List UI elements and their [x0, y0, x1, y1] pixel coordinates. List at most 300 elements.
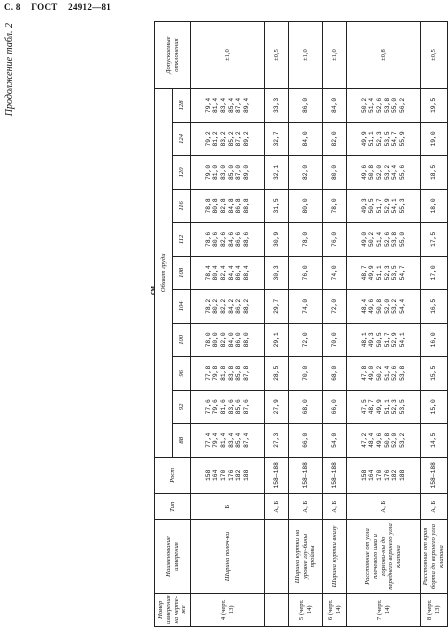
- tolerance-cell: ±0,5: [265, 22, 289, 89]
- size-value: 51,1: [368, 131, 376, 147]
- col-header-tolerance: Допускаемые отклонения: [155, 22, 191, 89]
- col-header-name: Наименование измерения: [155, 520, 191, 593]
- size-value: 80,2: [212, 298, 220, 314]
- size-value: 81,6: [219, 399, 227, 415]
- size-value: 51,7: [383, 332, 391, 348]
- size-value: 55,0: [398, 231, 406, 247]
- col-header-type: Тип: [155, 494, 191, 520]
- size-value: 51,4: [383, 365, 391, 381]
- measurement-number: 7 (черт. 14): [347, 593, 421, 626]
- chest-size-header: 128: [173, 89, 191, 123]
- height-value: 164: [368, 469, 376, 481]
- size-value: 31,5: [272, 198, 280, 214]
- size-value: 86,0: [235, 332, 243, 348]
- size-value: 79,4: [204, 97, 212, 113]
- value-cell: [191, 323, 265, 356]
- size-value: 84,0: [330, 97, 338, 113]
- height-value: 158—188: [430, 462, 438, 489]
- size-value: 72,0: [301, 332, 309, 348]
- height-value: 170: [219, 469, 227, 481]
- value-cell: [191, 189, 265, 222]
- measurement-name: Ширина куртки на уровне глу-бины проймы: [289, 520, 323, 593]
- value-cell: [191, 357, 265, 390]
- size-value: 86,6: [235, 231, 243, 247]
- measurement-number: 5 (черт. 14): [289, 593, 323, 626]
- size-value: 86,8: [235, 198, 243, 214]
- size-value: 87,4: [235, 97, 243, 113]
- size-value: 78,0: [301, 231, 309, 247]
- standard-number: 24912—81: [68, 2, 112, 12]
- tolerance-cell: ±1,0: [323, 22, 347, 89]
- height-value: 158—188: [330, 462, 338, 489]
- height-cell: [323, 457, 347, 494]
- height-cell: [265, 457, 289, 494]
- size-value: 85,2: [227, 131, 235, 147]
- size-value: 88,8: [242, 198, 250, 214]
- size-value: 86,0: [301, 97, 309, 113]
- value-cell: [265, 357, 289, 390]
- size-value: 80,6: [212, 231, 220, 247]
- value-cell: [347, 256, 421, 289]
- value-cell: [421, 89, 448, 123]
- tolerance-cell: ±0,5: [421, 22, 448, 89]
- table-row: [191, 22, 265, 627]
- value-cell: [323, 323, 347, 356]
- size-value: 81,4: [219, 432, 227, 448]
- size-value: 72,0: [330, 298, 338, 314]
- table-row: [347, 22, 421, 627]
- size-value: 53,2: [398, 432, 406, 448]
- chest-size-header: 88: [173, 424, 191, 457]
- size-value: 49,9: [368, 265, 376, 281]
- size-value: 79,8: [212, 365, 220, 381]
- height-value: 188: [242, 469, 250, 481]
- size-value: 51,4: [375, 231, 383, 247]
- size-value: 47,8: [360, 365, 368, 381]
- value-cell: [421, 156, 448, 189]
- size-value: 53,2: [383, 164, 391, 180]
- tolerance-cell: ±1,0: [289, 22, 323, 89]
- size-value: 79,6: [212, 399, 220, 415]
- page-header: [4, 2, 119, 12]
- size-value: 87,8: [242, 365, 250, 381]
- size-value: 54,4: [398, 298, 406, 314]
- type-cell: А, Б: [289, 494, 323, 520]
- value-cell: [421, 223, 448, 256]
- value-cell: [323, 156, 347, 189]
- size-value: 48,7: [360, 265, 368, 281]
- size-value: 86,4: [235, 265, 243, 281]
- size-value: 52,3: [383, 265, 391, 281]
- measurement-number: 6 (черт. 14): [323, 593, 347, 626]
- value-cell: [191, 390, 265, 423]
- value-cell: [323, 189, 347, 222]
- size-value: 74,0: [330, 265, 338, 281]
- size-value: 81,8: [219, 365, 227, 381]
- size-value: 82,6: [219, 231, 227, 247]
- size-value: 82,0: [219, 332, 227, 348]
- size-value: 54,0: [330, 432, 338, 448]
- value-cell: [421, 256, 448, 289]
- size-value: 66,0: [330, 399, 338, 415]
- size-value: 83,4: [227, 432, 235, 448]
- height-value: 182: [391, 469, 399, 481]
- value-cell: [347, 122, 421, 155]
- size-value: 77,6: [204, 399, 212, 415]
- size-value: 54,7: [391, 131, 399, 147]
- size-value: 82,4: [219, 265, 227, 281]
- value-cell: [347, 189, 421, 222]
- value-cell: [289, 357, 323, 390]
- size-value: 54,4: [391, 164, 399, 180]
- size-value: 77,8: [204, 365, 212, 381]
- value-cell: [421, 290, 448, 323]
- height-value: 164: [212, 469, 220, 481]
- size-value: 52,3: [391, 399, 399, 415]
- value-cell: [347, 89, 421, 123]
- value-cell: [265, 89, 289, 123]
- table-body: [191, 22, 448, 627]
- size-value: 86,2: [235, 298, 243, 314]
- size-value: 55,6: [398, 164, 406, 180]
- size-value: 16,0: [430, 332, 438, 348]
- size-value: 87,4: [242, 432, 250, 448]
- value-cell: [265, 256, 289, 289]
- size-value: 74,0: [301, 298, 309, 314]
- value-cell: [421, 323, 448, 356]
- size-value: 18,0: [430, 198, 438, 214]
- size-value: 84,6: [227, 231, 235, 247]
- size-value: 54,7: [398, 265, 406, 281]
- size-value: 82,2: [219, 298, 227, 314]
- size-value: 83,2: [219, 131, 227, 147]
- size-value: 54,1: [398, 332, 406, 348]
- height-cell: [191, 457, 265, 494]
- size-value: 52,9: [391, 332, 399, 348]
- value-cell: [191, 256, 265, 289]
- size-value: 84,2: [227, 298, 235, 314]
- size-value: 19,5: [430, 97, 438, 113]
- value-cell: [289, 424, 323, 457]
- measurement-number: 8 (черт. 13): [421, 593, 448, 626]
- size-value: 88,2: [242, 298, 250, 314]
- value-cell: [265, 156, 289, 189]
- chest-size-header: 104: [173, 290, 191, 323]
- size-value: 79,0: [204, 164, 212, 180]
- size-value: 89,2: [242, 131, 250, 147]
- col-header-height: Рост: [155, 457, 191, 494]
- height-cell: [347, 457, 421, 494]
- measurement-name: Расстояние от угла плечевого шва и горлови-ны до переднего верхнего угла клапана: [347, 520, 421, 593]
- size-value: 50,2: [368, 231, 376, 247]
- height-value: 176: [227, 469, 235, 481]
- size-value: 50,8: [368, 164, 376, 180]
- size-value: 51,1: [383, 399, 391, 415]
- measurement-name: Расстояние от края борта до верхнего угла клапана: [421, 520, 448, 593]
- size-value: 50,5: [375, 332, 383, 348]
- value-cell: [323, 390, 347, 423]
- type-cell: А, Б: [265, 494, 289, 520]
- chest-size-header: 112: [173, 223, 191, 256]
- value-cell: [265, 122, 289, 155]
- size-value: 30,9: [272, 231, 280, 247]
- col-header-num: Номер измерения на черте-же: [155, 593, 191, 626]
- value-cell: [191, 156, 265, 189]
- size-value: 50,5: [368, 198, 376, 214]
- size-value: 78,0: [330, 198, 338, 214]
- size-value: 16,5: [430, 298, 438, 314]
- chest-size-header: 100: [173, 323, 191, 356]
- size-value: 56,2: [398, 97, 406, 113]
- size-value: 52,3: [375, 131, 383, 147]
- value-cell: [191, 290, 265, 323]
- value-cell: [265, 424, 289, 457]
- size-value: 80,8: [212, 198, 220, 214]
- size-value: 78,8: [204, 198, 212, 214]
- size-value: 49,0: [360, 231, 368, 247]
- size-value: 52,0: [375, 164, 383, 180]
- size-value: 28,5: [272, 365, 280, 381]
- size-value: 49,3: [368, 332, 376, 348]
- size-value: 27,3: [272, 432, 280, 448]
- value-cell: [421, 390, 448, 423]
- standard-label: ГОСТ: [31, 2, 58, 12]
- size-value: 49,3: [360, 198, 368, 214]
- size-value: 49,9: [375, 399, 383, 415]
- measurement-name: Ширина полоч-ки: [191, 520, 265, 593]
- size-value: 29,7: [272, 298, 280, 314]
- size-value: 53,5: [383, 131, 391, 147]
- measurement-number: 4 (черт. 13): [191, 593, 265, 626]
- value-cell: [323, 424, 347, 457]
- value-cell: [289, 189, 323, 222]
- size-value: 76,0: [330, 231, 338, 247]
- size-value: 85,8: [235, 365, 243, 381]
- chest-size-header: 92: [173, 390, 191, 423]
- size-value: 17,5: [430, 231, 438, 247]
- size-value: 49,6: [368, 298, 376, 314]
- value-cell: [265, 223, 289, 256]
- value-cell: [421, 424, 448, 457]
- table-row: [323, 22, 347, 627]
- height-value: 182: [235, 469, 243, 481]
- size-value: 82,0: [301, 164, 309, 180]
- size-value: 50,2: [375, 365, 383, 381]
- size-value: 82,0: [330, 131, 338, 147]
- size-table: [154, 21, 448, 627]
- size-value: 52,9: [383, 198, 391, 214]
- size-value: 81,4: [212, 97, 220, 113]
- table-row: [265, 22, 289, 627]
- value-cell: [347, 357, 421, 390]
- type-cell: А, Б: [347, 494, 421, 520]
- size-value: 53,2: [391, 298, 399, 314]
- value-cell: [347, 290, 421, 323]
- value-cell: [421, 122, 448, 155]
- size-value: 83,0: [219, 164, 227, 180]
- measurement-number: [265, 593, 289, 626]
- value-cell: [323, 290, 347, 323]
- size-value: 85,4: [235, 432, 243, 448]
- col-header-chest-group: Обхват груди: [155, 89, 173, 457]
- size-value: 55,0: [391, 97, 399, 113]
- size-value: 53,5: [398, 399, 406, 415]
- size-value: 85,0: [227, 164, 235, 180]
- size-value: 68,0: [301, 399, 309, 415]
- height-value: 158—188: [272, 462, 280, 489]
- size-value: 50,8: [375, 298, 383, 314]
- type-cell: Б: [191, 494, 265, 520]
- size-value: 84,0: [227, 332, 235, 348]
- size-value: 77,4: [204, 432, 212, 448]
- value-cell: [347, 156, 421, 189]
- size-value: 47,2: [360, 432, 368, 448]
- size-value: 78,4: [204, 265, 212, 281]
- size-value: 50,2: [360, 97, 368, 113]
- height-cell: [289, 457, 323, 494]
- size-value: 78,6: [204, 231, 212, 247]
- size-value: 81,0: [212, 164, 220, 180]
- size-value: 48,1: [360, 332, 368, 348]
- chest-size-header: 124: [173, 122, 191, 155]
- size-value: 80,0: [212, 332, 220, 348]
- size-value: 83,8: [227, 365, 235, 381]
- size-value: 48,7: [368, 399, 376, 415]
- size-value: 79,4: [212, 432, 220, 448]
- chest-size-header: 96: [173, 357, 191, 390]
- page-number: C. 8: [4, 2, 21, 12]
- tolerance-cell: ±1,0: [191, 22, 265, 89]
- size-value: 82,8: [219, 198, 227, 214]
- type-cell: А, Б: [323, 494, 347, 520]
- size-value: 78,0: [204, 332, 212, 348]
- size-value: 51,4: [368, 97, 376, 113]
- size-value: 87,2: [235, 131, 243, 147]
- type-cell: А, Б: [421, 494, 448, 520]
- value-cell: [421, 357, 448, 390]
- size-value: 49,9: [360, 131, 368, 147]
- value-cell: [289, 156, 323, 189]
- size-value: 79,2: [204, 131, 212, 147]
- unit-label: см: [148, 286, 157, 295]
- measurement-name: Ширина куртки внизу: [323, 520, 347, 593]
- size-value: 55,3: [398, 198, 406, 214]
- size-value: 70,0: [301, 365, 309, 381]
- value-cell: [323, 89, 347, 123]
- height-value: 170: [375, 469, 383, 481]
- size-value: 88,0: [242, 332, 250, 348]
- size-value: 81,2: [212, 131, 220, 147]
- value-cell: [289, 390, 323, 423]
- size-value: 15,5: [430, 365, 438, 381]
- size-value: 66,0: [301, 432, 309, 448]
- size-value: 52,6: [391, 365, 399, 381]
- size-value: 29,1: [272, 332, 280, 348]
- chest-size-header: 116: [173, 189, 191, 222]
- value-cell: [289, 122, 323, 155]
- size-value: 80,4: [212, 265, 220, 281]
- size-value: 84,8: [227, 198, 235, 214]
- size-value: 52,6: [383, 231, 391, 247]
- size-value: 83,4: [219, 97, 227, 113]
- size-value: 48,4: [360, 298, 368, 314]
- value-cell: [265, 290, 289, 323]
- size-value: 50,8: [383, 432, 391, 448]
- value-cell: [289, 323, 323, 356]
- size-value: 18,5: [430, 164, 438, 180]
- value-cell: [265, 390, 289, 423]
- size-value: 30,3: [272, 265, 280, 281]
- value-cell: [289, 256, 323, 289]
- size-value: 78,2: [204, 298, 212, 314]
- height-value: 158—188: [301, 462, 309, 489]
- value-cell: [323, 223, 347, 256]
- size-value: 55,9: [398, 131, 406, 147]
- value-cell: [323, 357, 347, 390]
- value-cell: [191, 89, 265, 123]
- size-value: 32,1: [272, 164, 280, 180]
- value-cell: [289, 290, 323, 323]
- size-value: 14,5: [430, 432, 438, 448]
- height-value: 158: [360, 469, 368, 481]
- size-value: 48,4: [368, 432, 376, 448]
- value-cell: [421, 189, 448, 222]
- size-value: 68,0: [330, 365, 338, 381]
- size-value: 51,1: [375, 265, 383, 281]
- size-value: 52,0: [383, 298, 391, 314]
- value-cell: [191, 223, 265, 256]
- chest-size-header: 120: [173, 156, 191, 189]
- value-cell: [323, 256, 347, 289]
- size-value: 84,0: [301, 131, 309, 147]
- height-cell: [421, 457, 448, 494]
- value-cell: [289, 89, 323, 123]
- size-value: 32,7: [272, 131, 280, 147]
- value-cell: [347, 424, 421, 457]
- size-value: 53,8: [383, 97, 391, 113]
- size-value: 49,6: [375, 432, 383, 448]
- tolerance-cell: ±0,8: [347, 22, 421, 89]
- size-value: 33,3: [272, 97, 280, 113]
- size-value: 88,4: [242, 265, 250, 281]
- size-value: 52,0: [391, 432, 399, 448]
- size-value: 80,0: [301, 198, 309, 214]
- value-cell: [347, 223, 421, 256]
- value-cell: [191, 122, 265, 155]
- height-value: 176: [383, 469, 391, 481]
- table-row: [421, 22, 448, 627]
- size-value: 53,5: [391, 265, 399, 281]
- size-value: 27,9: [272, 399, 280, 415]
- size-value: 76,0: [301, 265, 309, 281]
- size-value: 53,8: [391, 231, 399, 247]
- size-value: 49,0: [368, 365, 376, 381]
- size-value: 88,6: [242, 231, 250, 247]
- size-value: 51,7: [375, 198, 383, 214]
- value-cell: [265, 323, 289, 356]
- value-cell: [347, 323, 421, 356]
- chest-size-header: 108: [173, 256, 191, 289]
- value-cell: [265, 189, 289, 222]
- size-value: 89,0: [242, 164, 250, 180]
- continuation-label: Продолжение табл. 2: [4, 23, 15, 117]
- size-value: 70,0: [330, 332, 338, 348]
- size-value: 80,0: [330, 164, 338, 180]
- height-value: 188: [398, 469, 406, 481]
- size-value: 17,0: [430, 265, 438, 281]
- rotated-page: [4, 17, 445, 627]
- size-value: 85,6: [235, 399, 243, 415]
